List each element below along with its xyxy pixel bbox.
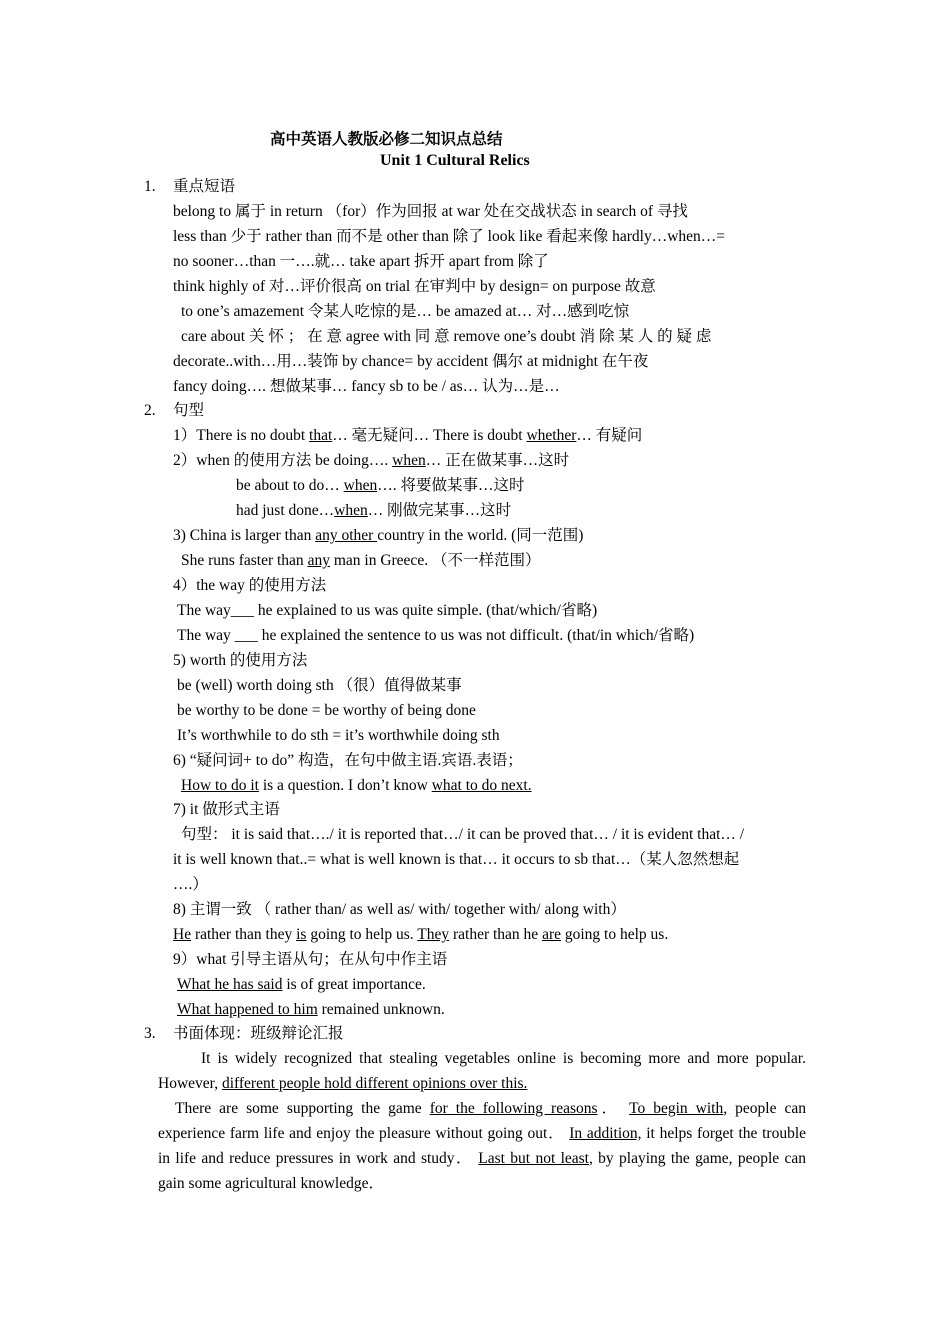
phrase-line: less than 少于 rather than 而不是 other than 除了 look like 看起来像 hardly…when…= <box>173 228 726 245</box>
section-1-number: 1. <box>144 178 156 195</box>
essay-paragraph-1: It is widely recognized that stealing vegetables online is becoming more and more popular. However, different people hold different opinions over this. <box>158 1050 806 1092</box>
pattern-line: The way___ he explained to us was quite simple. (that/which/省略) <box>177 602 598 619</box>
phrase-line: think highly of 对…评价很高 on trial 在审判中 by design= on purpose 故意 <box>173 278 656 295</box>
pattern-line: it is well known that..= what is well known is that… it occurs to sb that…（某人忽然想起 <box>173 851 740 868</box>
document-title: 高中英语人教版必修二知识点总结 <box>270 131 503 148</box>
pattern-line: He rather than they is going to help us. They rather than he are going to help us. <box>173 926 669 943</box>
pattern-line: 2）when 的使用方法 be doing…. when… 正在做某事…这时 <box>173 452 570 469</box>
pattern-line: 4）the way 的使用方法 <box>173 577 327 594</box>
section-3-number: 3. <box>144 1025 156 1042</box>
phrase-line: decorate..with…用…装饰 by chance= by accident 偶尔 at midnight 在午夜 <box>173 353 649 370</box>
section-2-heading: 句型 <box>173 402 205 419</box>
pattern-line: 5) worth 的使用方法 <box>173 652 308 669</box>
pattern-line: It’s worthwhile to do sth = it’s worthwhile doing sth <box>177 727 500 744</box>
pattern-line: 7) it 做形式主语 <box>173 801 280 818</box>
pattern-line: 6) “疑问词+ to do” 构造，在句中做主语.宾语.表语； <box>173 752 523 769</box>
pattern-line: 3) China is larger than any other country in the world. (同一范围) <box>173 527 584 544</box>
pattern-line: be about to do… when…. 将要做某事…这时 <box>236 477 525 494</box>
pattern-line: 8) 主谓一致 （ rather than/ as well as/ with/ together with/ along with） <box>173 901 626 918</box>
pattern-line: She runs faster than any man in Greece. （不一样范围） <box>181 552 541 569</box>
pattern-line: 1）There is no doubt that… 毫无疑问… There is doubt whether… 有疑问 <box>173 427 643 444</box>
pattern-line: had just done…when… 刚做完某事…这时 <box>236 502 512 519</box>
pattern-line: ….） <box>173 876 208 893</box>
section-2-number: 2. <box>144 402 156 419</box>
pattern-line: The way ___ he explained the sentence to us was not difficult. (that/in which/省略) <box>177 627 695 644</box>
pattern-line: 句型： it is said that…./ it is reported that…/ it can be proved that… / it is evident that… / <box>181 826 745 843</box>
pattern-line: What happened to him remained unknown. <box>177 1001 445 1018</box>
essay-paragraph-2: There are some supporting the game for the following reasons． To begin with, people can experience farm life and enjoy the pleasure without going out． In addition, it helps forget the trouble in life and reduce pressures in work and study． Last but not least, by playing the game, people can gain some agricultural knowledge． <box>158 1100 807 1192</box>
unit-title: Unit 1 Cultural Relics <box>380 152 530 169</box>
section-3-heading: 书面体现：班级辩论汇报 <box>173 1025 344 1042</box>
phrase-line: no sooner…than 一….就… take apart 拆开 apart from 除了 <box>173 253 549 270</box>
pattern-line: be (well) worth doing sth （很）值得做某事 <box>177 677 462 694</box>
pattern-line: What he has said is of great importance. <box>177 976 426 993</box>
pattern-line: be worthy to be done = be worthy of being done <box>177 702 476 719</box>
phrase-line: care about 关 怀 ； 在 意 agree with 同 意 remove one’s doubt 消 除 某 人 的 疑 虑 <box>181 328 712 345</box>
pattern-line: 9）what 引导主语从句；在从句中作主语 <box>173 951 448 968</box>
pattern-line: How to do it is a question. I don’t know what to do next. <box>181 777 532 794</box>
phrase-line: belong to 属于 in return （for）作为回报 at war 处在交战状态 in search of 寻找 <box>173 203 688 220</box>
phrase-line: fancy doing…. 想做某事… fancy sb to be / as… 认为…是… <box>173 378 560 395</box>
section-1-heading: 重点短语 <box>173 178 236 195</box>
phrase-line: to one’s amazement 令某人吃惊的是… be amazed at… 对…感到吃惊 <box>181 303 630 320</box>
